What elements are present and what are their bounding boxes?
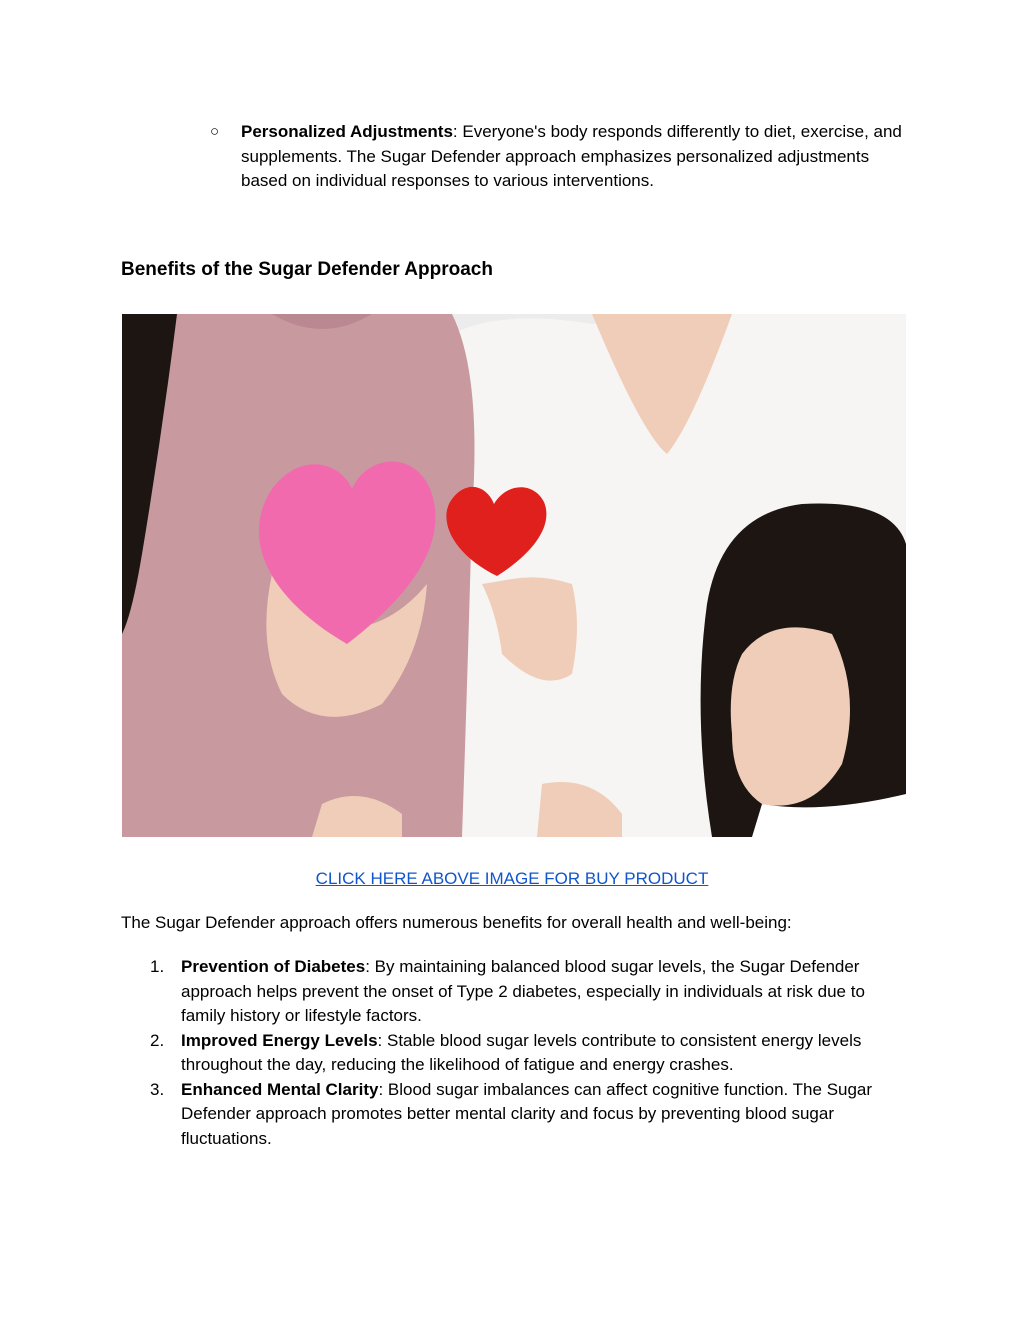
- list-number: 3.: [150, 1079, 165, 1099]
- list-number: 2.: [150, 1030, 165, 1050]
- list-item: [121, 955, 911, 1029]
- sub-bullet-term: Personalized Adjustments: [241, 122, 453, 141]
- list-item: [121, 1029, 911, 1078]
- benefit-term: Enhanced Mental Clarity: [181, 1079, 379, 1099]
- list-number: 1.: [150, 957, 165, 976]
- sub-bullet-personalized-adjustments: [210, 120, 910, 194]
- benefit-description: : By maintaining balanced blood sugar levels, the Sugar Defender approach helps prevent the onset of Type 2 diabetes, especially in individuals at risk due to family history or lifestyle factors.: [181, 957, 865, 1025]
- buy-product-link[interactable]: CLICK HERE ABOVE IMAGE FOR BUY PRODUCT: [315, 869, 709, 888]
- benefit-description: : Blood sugar imbalances can affect cognitive function. The Sugar Defender approach promotes better mental clarity and focus by preventing blood sugar fluctuations.: [181, 1079, 873, 1148]
- benefits-list: [121, 955, 911, 1151]
- sub-bullet-description: : Everyone's body responds differently to diet, exercise, and supplements. The Sugar Defender approach emphasizes personalized adjustments based on individual responses to various interventions.: [241, 122, 902, 190]
- sub-bullet-text: [241, 120, 910, 194]
- intro-paragraph: The Sugar Defender approach offers numerous benefits for overall health and well-being:: [121, 913, 792, 932]
- benefit-term: Improved Energy Levels: [181, 1030, 378, 1050]
- hollow-circle-bullet-icon: ○: [210, 123, 220, 140]
- section-heading: Benefits of the Sugar Defender Approach: [121, 259, 493, 280]
- list-item: [121, 1078, 911, 1152]
- photo-illustration: [122, 314, 906, 837]
- benefit-description: : Stable blood sugar levels contribute to consistent energy levels throughout the day, reducing the likelihood of fatigue and energy crashes.: [181, 1030, 862, 1074]
- benefit-term: Prevention of Diabetes: [181, 957, 366, 976]
- product-photo[interactable]: [122, 314, 906, 837]
